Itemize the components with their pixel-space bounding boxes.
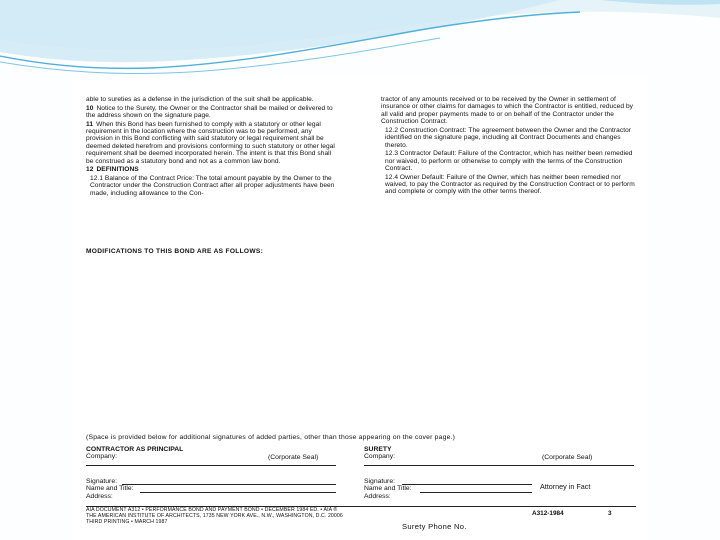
contractor-title: CONTRACTOR AS PRINCIPAL bbox=[86, 446, 184, 453]
paragraph-text: Notice to the Surety, the Owner or the Contractor shall be mailed or delivered to the address shown on the signature page. bbox=[86, 104, 333, 119]
contractor-company-label: Company: bbox=[86, 453, 117, 461]
document-footer bbox=[86, 508, 343, 525]
footer-line: THE AMERICAN INSTITUTE OF ARCHITECTS, 1735 NEW YORK AVE., N.W., WASHINGTON, D.C. 20006 bbox=[86, 512, 343, 519]
paragraph: 12.2 Construction Contract: The agreement between the Owner and the Contractor identified on the signature page, including all Contract Documents and changes thereto. bbox=[385, 126, 632, 149]
left-text-column bbox=[86, 96, 338, 198]
paragraph-text: When this Bond has been furnished to comply with a statutory or other legal requirement in the location where the construction was to be performed, any provision in this Bond conflicting with said statutory or legal requirement shall be deemed deleted herefrom and provisions conforming to such statutory or other legal requirement shall be deemed incorporated herein. The intent is that this Bond shall be construed as a statutory bond and not as a common law bond. bbox=[86, 120, 335, 165]
paragraph: 12.3 Contractor Default: Failure of the Contractor, which has neither been remedied nor waived, to perform or otherwise to comply with the terms of the Construction Contract. bbox=[385, 150, 633, 173]
surety-phone-label: Surety Phone No. bbox=[402, 522, 467, 531]
decorative-wave-header bbox=[0, 0, 720, 80]
contractor-company-block bbox=[86, 446, 183, 461]
attorney-in-fact-label: Attorney in Fact bbox=[540, 482, 591, 491]
document-code: A312-1984 bbox=[532, 510, 564, 517]
footer-line: AIA DOCUMENT A312 • PERFORMANCE BOND AND PAYMENT BOND • DECEMBER 1984 ED. • AIA ® bbox=[86, 507, 338, 513]
paragraph bbox=[86, 105, 338, 120]
surety-company-label: Company: bbox=[364, 453, 395, 461]
section-number: 11 bbox=[86, 120, 94, 128]
paragraph: 12.1 Balance of the Contract Price: The total amount payable by the Owner to the Contractor under the Construction Contract after all proper adjustments have been made, including allowance to the Con- bbox=[90, 174, 335, 197]
surety-company-block bbox=[364, 446, 395, 461]
name-title-line bbox=[420, 492, 532, 493]
modifications-heading: MODIFICATIONS TO THIS BOND ARE AS FOLLOWS: bbox=[86, 248, 264, 255]
signature-line bbox=[122, 484, 336, 485]
section-number: 12 bbox=[86, 166, 94, 174]
document-page bbox=[72, 78, 647, 540]
paragraph: tractor of any amounts received or to be received by the Owner in settlement of insurance or other claims for damages to which the Contractor is entitled, reduced by all valid and proper payments made to or on behalf of the Contractor under the Construction Contract. bbox=[381, 96, 634, 126]
right-text-column bbox=[381, 96, 637, 197]
section-heading: DEFINITIONS bbox=[96, 166, 139, 174]
contractor-signature-block bbox=[86, 478, 134, 500]
paragraph: 12.4 Owner Default: Failure of the Owner, which has neither been remedied nor waived, to pay the Contractor as required by the Construction Contract or to perform and complete or comply with the other terms thereof. bbox=[385, 173, 635, 196]
surety-name-title-label: Name and Title: bbox=[364, 485, 412, 493]
footer-line: THIRD PRINTING • MARCH 1987 bbox=[86, 518, 168, 525]
paragraph bbox=[86, 121, 338, 165]
surety-signature-block bbox=[364, 478, 412, 500]
contractor-address-label: Address: bbox=[86, 492, 113, 500]
surety-signature-label: Signature: bbox=[364, 478, 395, 485]
surety-address-label: Address: bbox=[364, 492, 391, 500]
contractor-signature-label: Signature: bbox=[86, 478, 117, 485]
paragraph bbox=[86, 166, 338, 173]
additional-signatures-note: (Space is provided below for additional signatures of added parties, other than those appearing on the cover page.) bbox=[86, 434, 456, 441]
divider bbox=[86, 465, 336, 466]
page-number: 3 bbox=[608, 510, 612, 517]
section-number: 10 bbox=[86, 104, 94, 112]
surety-seal: (Corporate Seal) bbox=[542, 454, 593, 461]
surety-title: SURETY bbox=[364, 446, 392, 453]
contractor-seal: (Corporate Seal) bbox=[268, 454, 319, 461]
contractor-name-title-label: Name and Title: bbox=[86, 485, 134, 493]
divider bbox=[364, 465, 634, 466]
paragraph: able to sureties as a defense in the jurisdiction of the suit shall be applicable. bbox=[86, 96, 314, 103]
name-title-line bbox=[140, 492, 336, 493]
signature-line bbox=[402, 484, 532, 485]
